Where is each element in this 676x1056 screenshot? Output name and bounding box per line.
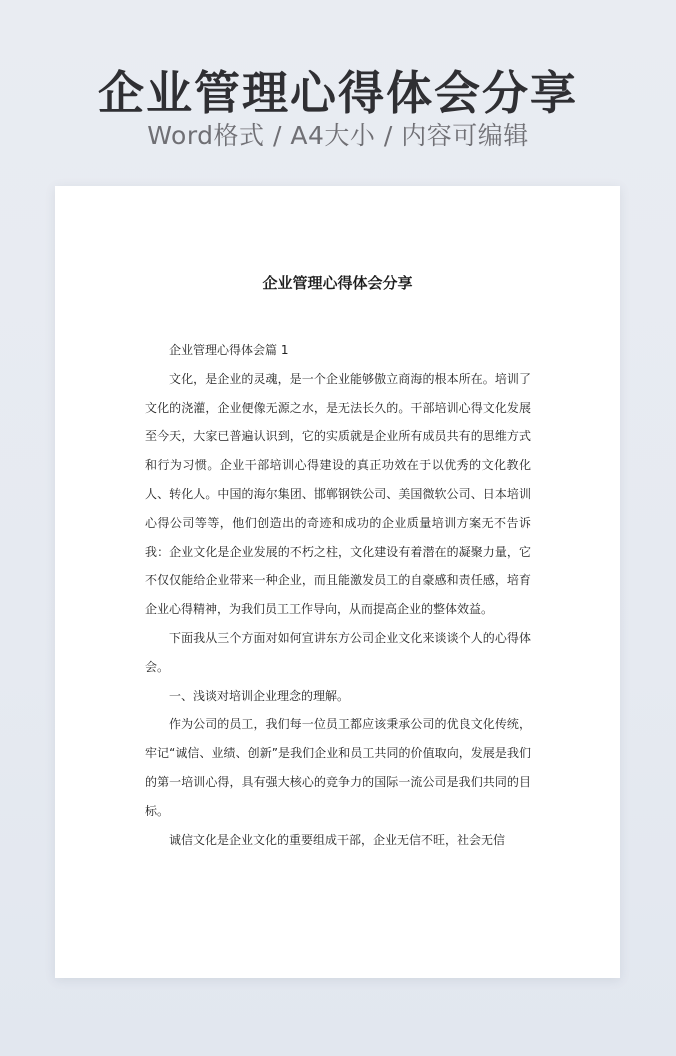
- document-title: 企业管理心得体会分享: [262, 274, 413, 292]
- document-body: [145, 336, 531, 854]
- banner-subtitle: Word格式 / A4大小 / 内容可编辑: [147, 121, 529, 150]
- subsection-heading: 一、浅谈对培训企业理念的理解。: [169, 688, 350, 703]
- banner-title: 企业管理心得体会分享: [98, 66, 578, 120]
- document-page: [55, 186, 620, 978]
- section-heading: 企业管理心得体会篇 1: [169, 343, 289, 357]
- paragraph: 诚信文化是企业文化的重要组成干部，企业无信不旺，社会无信: [169, 832, 506, 847]
- paragraph: 下面我从三个方面对如何宣讲东方公司企业文化来谈谈个人的心得体会。: [145, 630, 531, 674]
- paragraph: 文化，是企业的灵魂，是一个企业能够傲立商海的根本所在。培训了文化的浇灌，企业便像无源之水，是无法长久的。干部培训心得文化发展至今天，大家已普遍认识到，它的实质就是企业所有成员共有的思维方式和行为习惯。企业干部培训心得建设的真正功效在于以优秀的文化教化人、转化人。中国的海尔集团、邯郸钢铁公司、美国微软公司、日本培训心得公司等等，他们创造出的奇迹和成功的企业质量培训方案无不告诉我：企业文化是企业发展的不朽之柱，文化建设有着潜在的凝聚力量，它不仅仅能给企业带来一种企业，而且能激发员工的自豪感和责任感，培育企业心得精神，为我们员工工作导向，从而提高企业的整体效益。: [145, 371, 531, 617]
- paragraph: 作为公司的员工，我们每一位员工都应该秉承公司的优良文化传统，牢记“诚信、业绩、创新”是我们企业和员工共同的价值取向，发展是我们的第一培训心得，具有强大核心的竞争力的国际一流公司是我们共同的目标。: [145, 717, 531, 818]
